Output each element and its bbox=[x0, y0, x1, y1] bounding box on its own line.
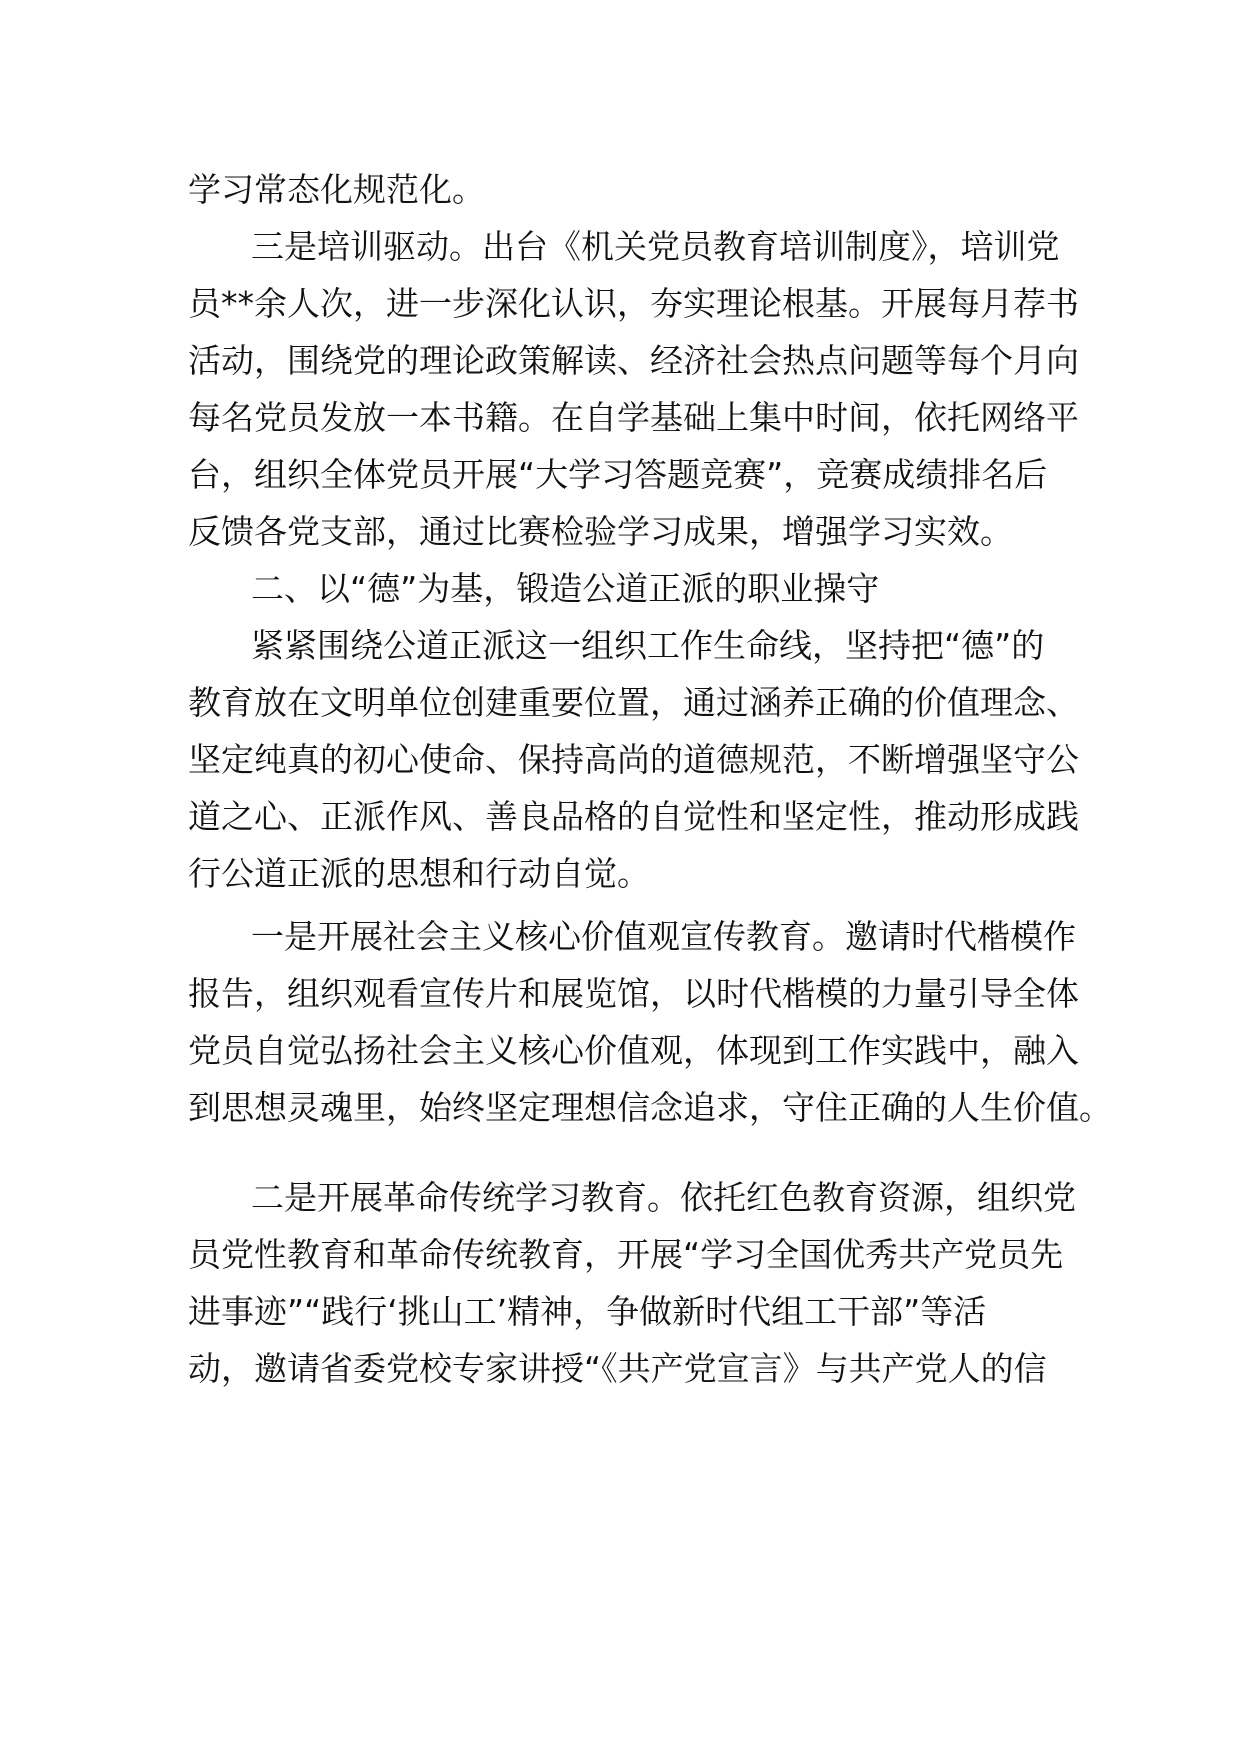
text-line: 党员自觉弘扬社会主义核心价值观，体现到工作实践中，融入 bbox=[188, 1031, 1079, 1070]
text-line: 二是开展革命传统学习教育。依托红色教育资源，组织党 bbox=[251, 1178, 1076, 1217]
text-line: 活动，围绕党的理论政策解读、经济社会热点问题等每个月向 bbox=[188, 341, 1079, 380]
text-line: 员党性教育和革命传统教育，开展“学习全国优秀共产党员先 bbox=[188, 1235, 1064, 1274]
text-line: 员**余人次，进一步深化认识，夯实理论根基。开展每月荐书 bbox=[188, 284, 1079, 323]
text-line: 道之心、正派作风、善良品格的自觉性和坚定性，推动形成践 bbox=[188, 797, 1079, 836]
text-line: 教育放在文明单位创建重要位置，通过涵养正确的价值理念、 bbox=[188, 683, 1079, 722]
text-line: 到思想灵魂里，始终坚定理想信念追求，守住正确的人生价值。 bbox=[188, 1088, 1112, 1127]
text-line: 学习常态化规范化。 bbox=[188, 170, 485, 209]
text-line: 紧紧围绕公道正派这一组织工作生命线，坚持把“德”的 bbox=[251, 626, 1045, 665]
text-line: 每名党员发放一本书籍。在自学基础上集中时间，依托网络平 bbox=[188, 398, 1079, 437]
text-line: 反馈各党支部，通过比赛检验学习成果，增强学习实效。 bbox=[188, 512, 1013, 551]
text-line: 坚定纯真的初心使命、保持高尚的道德规范，不断增强坚守公 bbox=[188, 740, 1079, 779]
text-line: 报告，组织观看宣传片和展览馆，以时代楷模的力量引导全体 bbox=[188, 974, 1079, 1013]
text-line: 一是开展社会主义核心价值观宣传教育。邀请时代楷模作 bbox=[251, 917, 1076, 956]
text-line: 动，邀请省委党校专家讲授“《共产党宣言》与共产党人的信 bbox=[188, 1349, 1047, 1388]
text-line: 行公道正派的思想和行动自觉。 bbox=[188, 854, 650, 893]
text-line: 台，组织全体党员开展“大学习答题竞赛”，竞赛成绩排名后 bbox=[188, 455, 1048, 494]
section-heading: 二、以“德”为基，锻造公道正派的职业操守 bbox=[251, 569, 880, 608]
text-line: 三是培训驱动。出台《机关党员教育培训制度》，培训党 bbox=[251, 227, 1060, 266]
text-line: 进事迹”“践行‘挑山工’精神，争做新时代组工干部”等活 bbox=[188, 1292, 987, 1331]
